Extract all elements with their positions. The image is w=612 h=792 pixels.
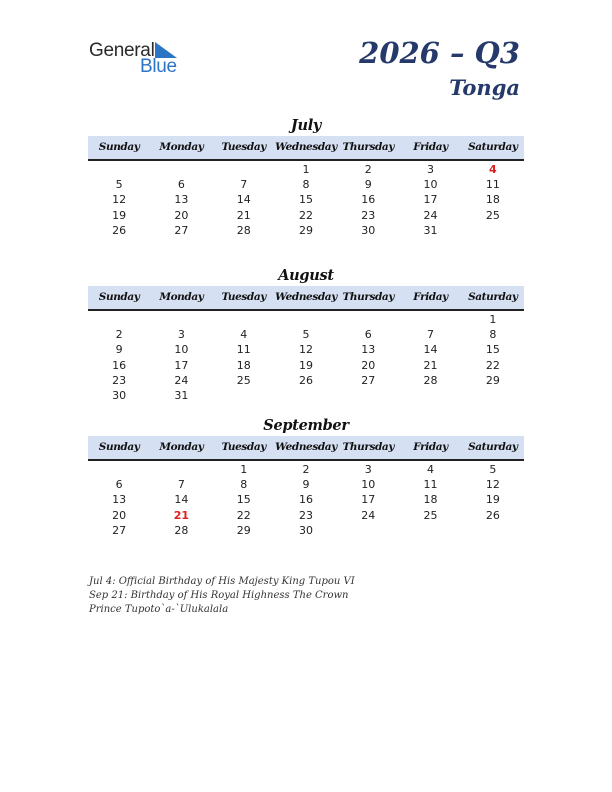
date-cell: 13 [112,493,127,507]
holiday-note: Jul 4: Official Birthday of His Majesty King Tupou VI [89,576,355,587]
week-row [88,177,524,192]
date-cell: 6 [177,178,185,192]
month-july [88,116,524,238]
date-cell: 14 [236,193,251,207]
date-cell: 2 [115,328,123,342]
date-cell: 6 [115,478,123,492]
weekday-label: Saturday [468,441,518,453]
weekday-label: Monday [159,141,204,153]
weekday-label: Sunday [98,141,140,153]
week-row [88,192,524,207]
week-row [88,208,524,223]
date-cell: 9 [302,478,310,492]
date-cell: 3 [364,463,372,476]
date-cell: 1 [489,313,497,326]
date-cell: 24 [174,373,189,387]
date-cell: 17 [423,193,438,207]
date-cell: 20 [174,208,189,222]
date-cell: 21 [236,208,251,222]
week-row [88,523,524,538]
date-grid [88,312,524,403]
date-cell: 7 [427,328,435,342]
date-cell: 2 [302,463,310,476]
date-cell: 16 [298,493,313,507]
holiday-note: Sep 21: Birthday of His Royal Highness The Crown [89,590,349,601]
month-name: August [278,267,334,284]
month-august [88,266,524,403]
weekday-label: Tuesday [221,141,266,153]
date-cell: 2 [364,163,372,176]
date-cell [213,312,275,327]
date-cell: 15 [485,343,500,357]
holiday-date-cell: 21 [173,508,190,522]
weekday-label: Sunday [98,441,140,453]
date-cell [399,312,461,327]
weekday-label: Saturday [468,141,518,153]
date-cell: 1 [240,463,248,476]
weekday-label: Monday [159,441,204,453]
month-name: July [290,117,322,134]
date-cell: 31 [423,223,438,237]
date-cell: 15 [236,493,251,507]
date-cell [337,388,399,403]
date-cell: 19 [112,208,127,222]
month-name: September [263,417,349,434]
date-cell: 24 [423,208,438,222]
weekday-label: Friday [413,291,448,303]
date-cell: 15 [298,193,313,207]
date-cell: 5 [115,178,123,192]
weekday-label: Thursday [342,441,395,453]
date-cell: 3 [177,328,185,342]
date-cell: 29 [485,373,500,387]
date-cell [88,312,150,327]
logo-blue-text: Blue [140,56,177,77]
date-cell: 27 [361,373,376,387]
date-cell: 30 [112,388,127,402]
weekday-header [88,136,524,161]
date-cell: 23 [298,508,313,522]
date-cell: 30 [298,523,313,537]
week-row [88,342,524,357]
date-cell: 7 [177,478,185,492]
date-cell: 5 [489,463,497,476]
date-cell: 30 [361,223,376,237]
date-cell: 4 [240,328,248,342]
weekday-label: Wednesday [275,291,337,303]
date-cell: 8 [489,328,497,342]
date-cell: 29 [236,523,251,537]
date-cell [337,312,399,327]
date-cell: 8 [302,178,310,192]
date-cell: 18 [423,493,438,507]
week-row [88,358,524,373]
date-cell: 24 [361,508,376,522]
date-cell [213,162,275,177]
date-cell [88,162,150,177]
date-cell: 8 [240,478,248,492]
weekday-label: Wednesday [275,141,337,153]
weekday-label: Sunday [98,291,140,303]
week-row [88,492,524,507]
date-cell: 4 [427,463,435,476]
date-cell: 27 [174,223,189,237]
date-cell: 26 [298,373,313,387]
date-cell: 10 [423,178,438,192]
date-cell: 22 [236,508,251,522]
date-cell: 22 [485,358,500,372]
page-title: 2026 – Q3 [359,36,520,70]
date-grid [88,462,524,538]
weekday-label: Tuesday [221,291,266,303]
date-cell: 6 [364,328,372,342]
weekday-header [88,286,524,311]
date-cell: 9 [115,343,123,357]
weekday-label: Thursday [342,141,395,153]
logo-general-text: General [89,40,155,61]
date-cell: 21 [423,358,438,372]
week-row [88,462,524,477]
weekday-label: Saturday [468,291,518,303]
date-cell: 28 [423,373,438,387]
weekday-label: Friday [413,141,448,153]
date-cell: 25 [423,508,438,522]
date-grid [88,162,524,238]
date-cell: 12 [112,193,127,207]
date-cell: 18 [485,193,500,207]
week-row [88,162,524,177]
week-row [88,373,524,388]
date-cell: 10 [174,343,189,357]
date-cell: 13 [361,343,376,357]
date-cell: 9 [364,178,372,192]
date-cell: 11 [236,343,251,357]
date-cell: 12 [298,343,313,357]
date-cell [150,462,212,477]
week-row [88,312,524,327]
weekday-label: Tuesday [221,441,266,453]
date-cell: 23 [361,208,376,222]
date-cell: 16 [112,358,127,372]
date-cell: 13 [174,193,189,207]
country-name: Tonga [449,75,520,100]
date-cell: 18 [236,358,251,372]
date-cell: 5 [302,328,310,342]
weekday-label: Friday [413,441,448,453]
date-cell: 14 [174,493,189,507]
date-cell [399,388,461,403]
date-cell: 19 [298,358,313,372]
date-cell [275,388,337,403]
date-cell: 29 [298,223,313,237]
week-row [88,223,524,238]
holiday-note: Prince Tupoto`a-`Ulukalala [89,604,229,615]
week-row [88,327,524,342]
date-cell [462,223,524,238]
date-cell: 14 [423,343,438,357]
date-cell: 20 [112,508,127,522]
week-row [88,508,524,523]
week-row [88,477,524,492]
date-cell: 26 [485,508,500,522]
date-cell [88,462,150,477]
date-cell: 17 [361,493,376,507]
holiday-notes [89,575,355,617]
date-cell [399,523,461,538]
date-cell: 1 [302,163,310,176]
weekday-header [88,436,524,461]
date-cell: 25 [485,208,500,222]
date-cell: 22 [298,208,313,222]
date-cell: 3 [427,163,435,176]
date-cell [275,312,337,327]
date-cell: 26 [112,223,127,237]
date-cell [462,523,524,538]
date-cell: 12 [485,478,500,492]
date-cell: 23 [112,373,127,387]
date-cell: 16 [361,193,376,207]
logo [89,40,189,76]
date-cell [337,523,399,538]
date-cell [150,312,212,327]
date-cell [462,388,524,403]
date-cell: 28 [174,523,189,537]
date-cell: 25 [236,373,251,387]
date-cell: 19 [485,493,500,507]
date-cell [150,162,212,177]
date-cell: 27 [112,523,127,537]
date-cell: 20 [361,358,376,372]
date-cell [213,388,275,403]
date-cell: 17 [174,358,189,372]
weekday-label: Thursday [342,291,395,303]
week-row [88,388,524,403]
date-cell: 10 [361,478,376,492]
weekday-label: Wednesday [275,441,337,453]
date-cell: 11 [485,178,500,192]
date-cell: 28 [236,223,251,237]
date-cell: 11 [423,478,438,492]
holiday-date-cell: 4 [489,163,497,176]
weekday-label: Monday [159,291,204,303]
date-cell: 31 [174,388,189,402]
month-september [88,416,524,538]
date-cell: 7 [240,178,248,192]
